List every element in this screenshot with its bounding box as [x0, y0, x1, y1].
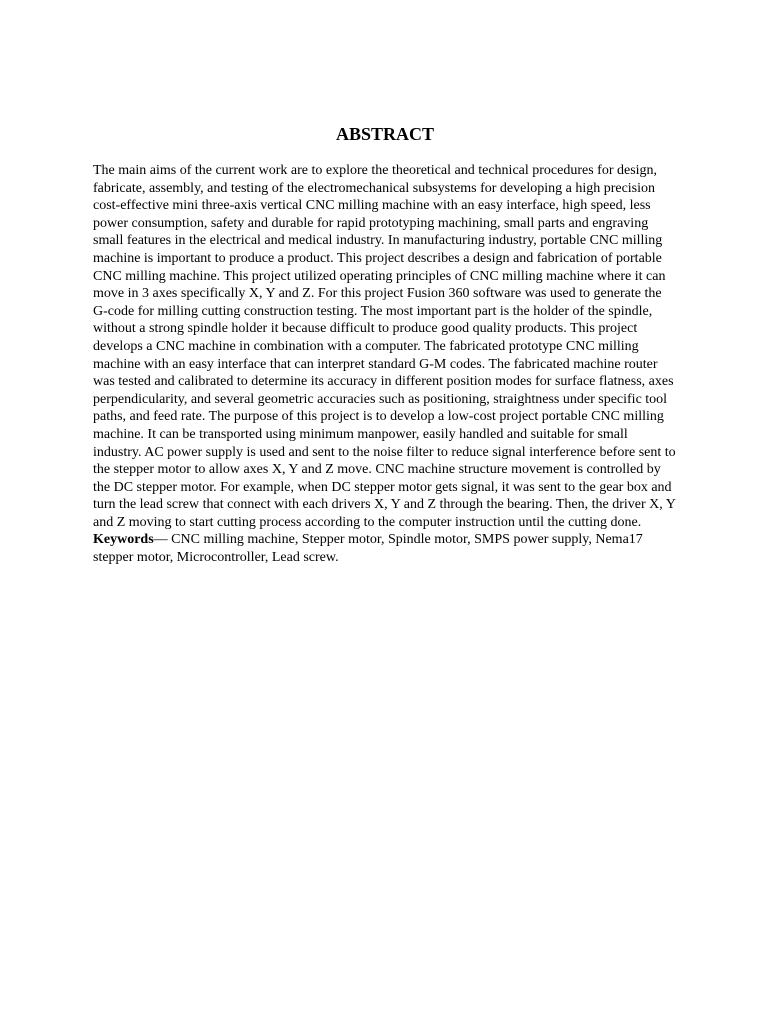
keywords-line — [93, 531, 677, 566]
keywords-text: — CNC milling machine, Stepper motor, Spindle motor, SMPS power supply, Nema17 stepper motor, Microcontroller, Lead screw. — [93, 532, 643, 566]
abstract-body: The main aims of the current work are to explore the theoretical and technical procedures for design, fabricate, assembly, and testing of the electromechanical subsystems for developing a high precision cost-effective mini three-axis vertical CNC milling machine with an easy interface, high speed, less power consumption, safety and durable for rapid prototyping machining, small parts and engraving small features in the electrical and medical industry. In manufacturing industry, portable CNC milling machine is important to produce a product. This project describes a design and fabrication of portable CNC milling machine. This project utilized operating principles of CNC milling machine where it can move in 3 axes specifically X, Y and Z. For this project Fusion 360 software was used to generate the G-code for milling cutting construction testing. The most important part is the holder of the spindle, without a strong spindle holder it because difficult to produce good quality products. This project develops a CNC machine in combination with a computer. The fabricated prototype CNC milling machine with an easy interface that can interpret standard G-M codes. The fabricated machine router was tested and calibrated to determine its accuracy in different position modes for surface flatness, axes perpendicularity, and several geometric accuracies such as positioning, straightness under specific tool paths, and feed rate. The purpose of this project is to develop a low-cost project portable CNC milling machine. It can be transported using minimum manpower, easily handled and suitable for small industry. AC power supply is used and sent to the noise filter to reduce signal interference before sent to the stepper motor to allow axes X, Y and Z move. CNC machine structure movement is controlled by the DC stepper motor. For example, when DC stepper motor gets signal, it was sent to the gear box and turn the lead screw that connect with each drivers X, Y and Z through the bearing. Then, the driver X, Y and Z moving to start cutting process according to the computer instruction until the cutting done. — [93, 163, 676, 530]
keywords-label: Keywords — [93, 532, 154, 548]
abstract-heading: ABSTRACT — [335, 124, 435, 144]
abstract-page — [93, 123, 677, 567]
